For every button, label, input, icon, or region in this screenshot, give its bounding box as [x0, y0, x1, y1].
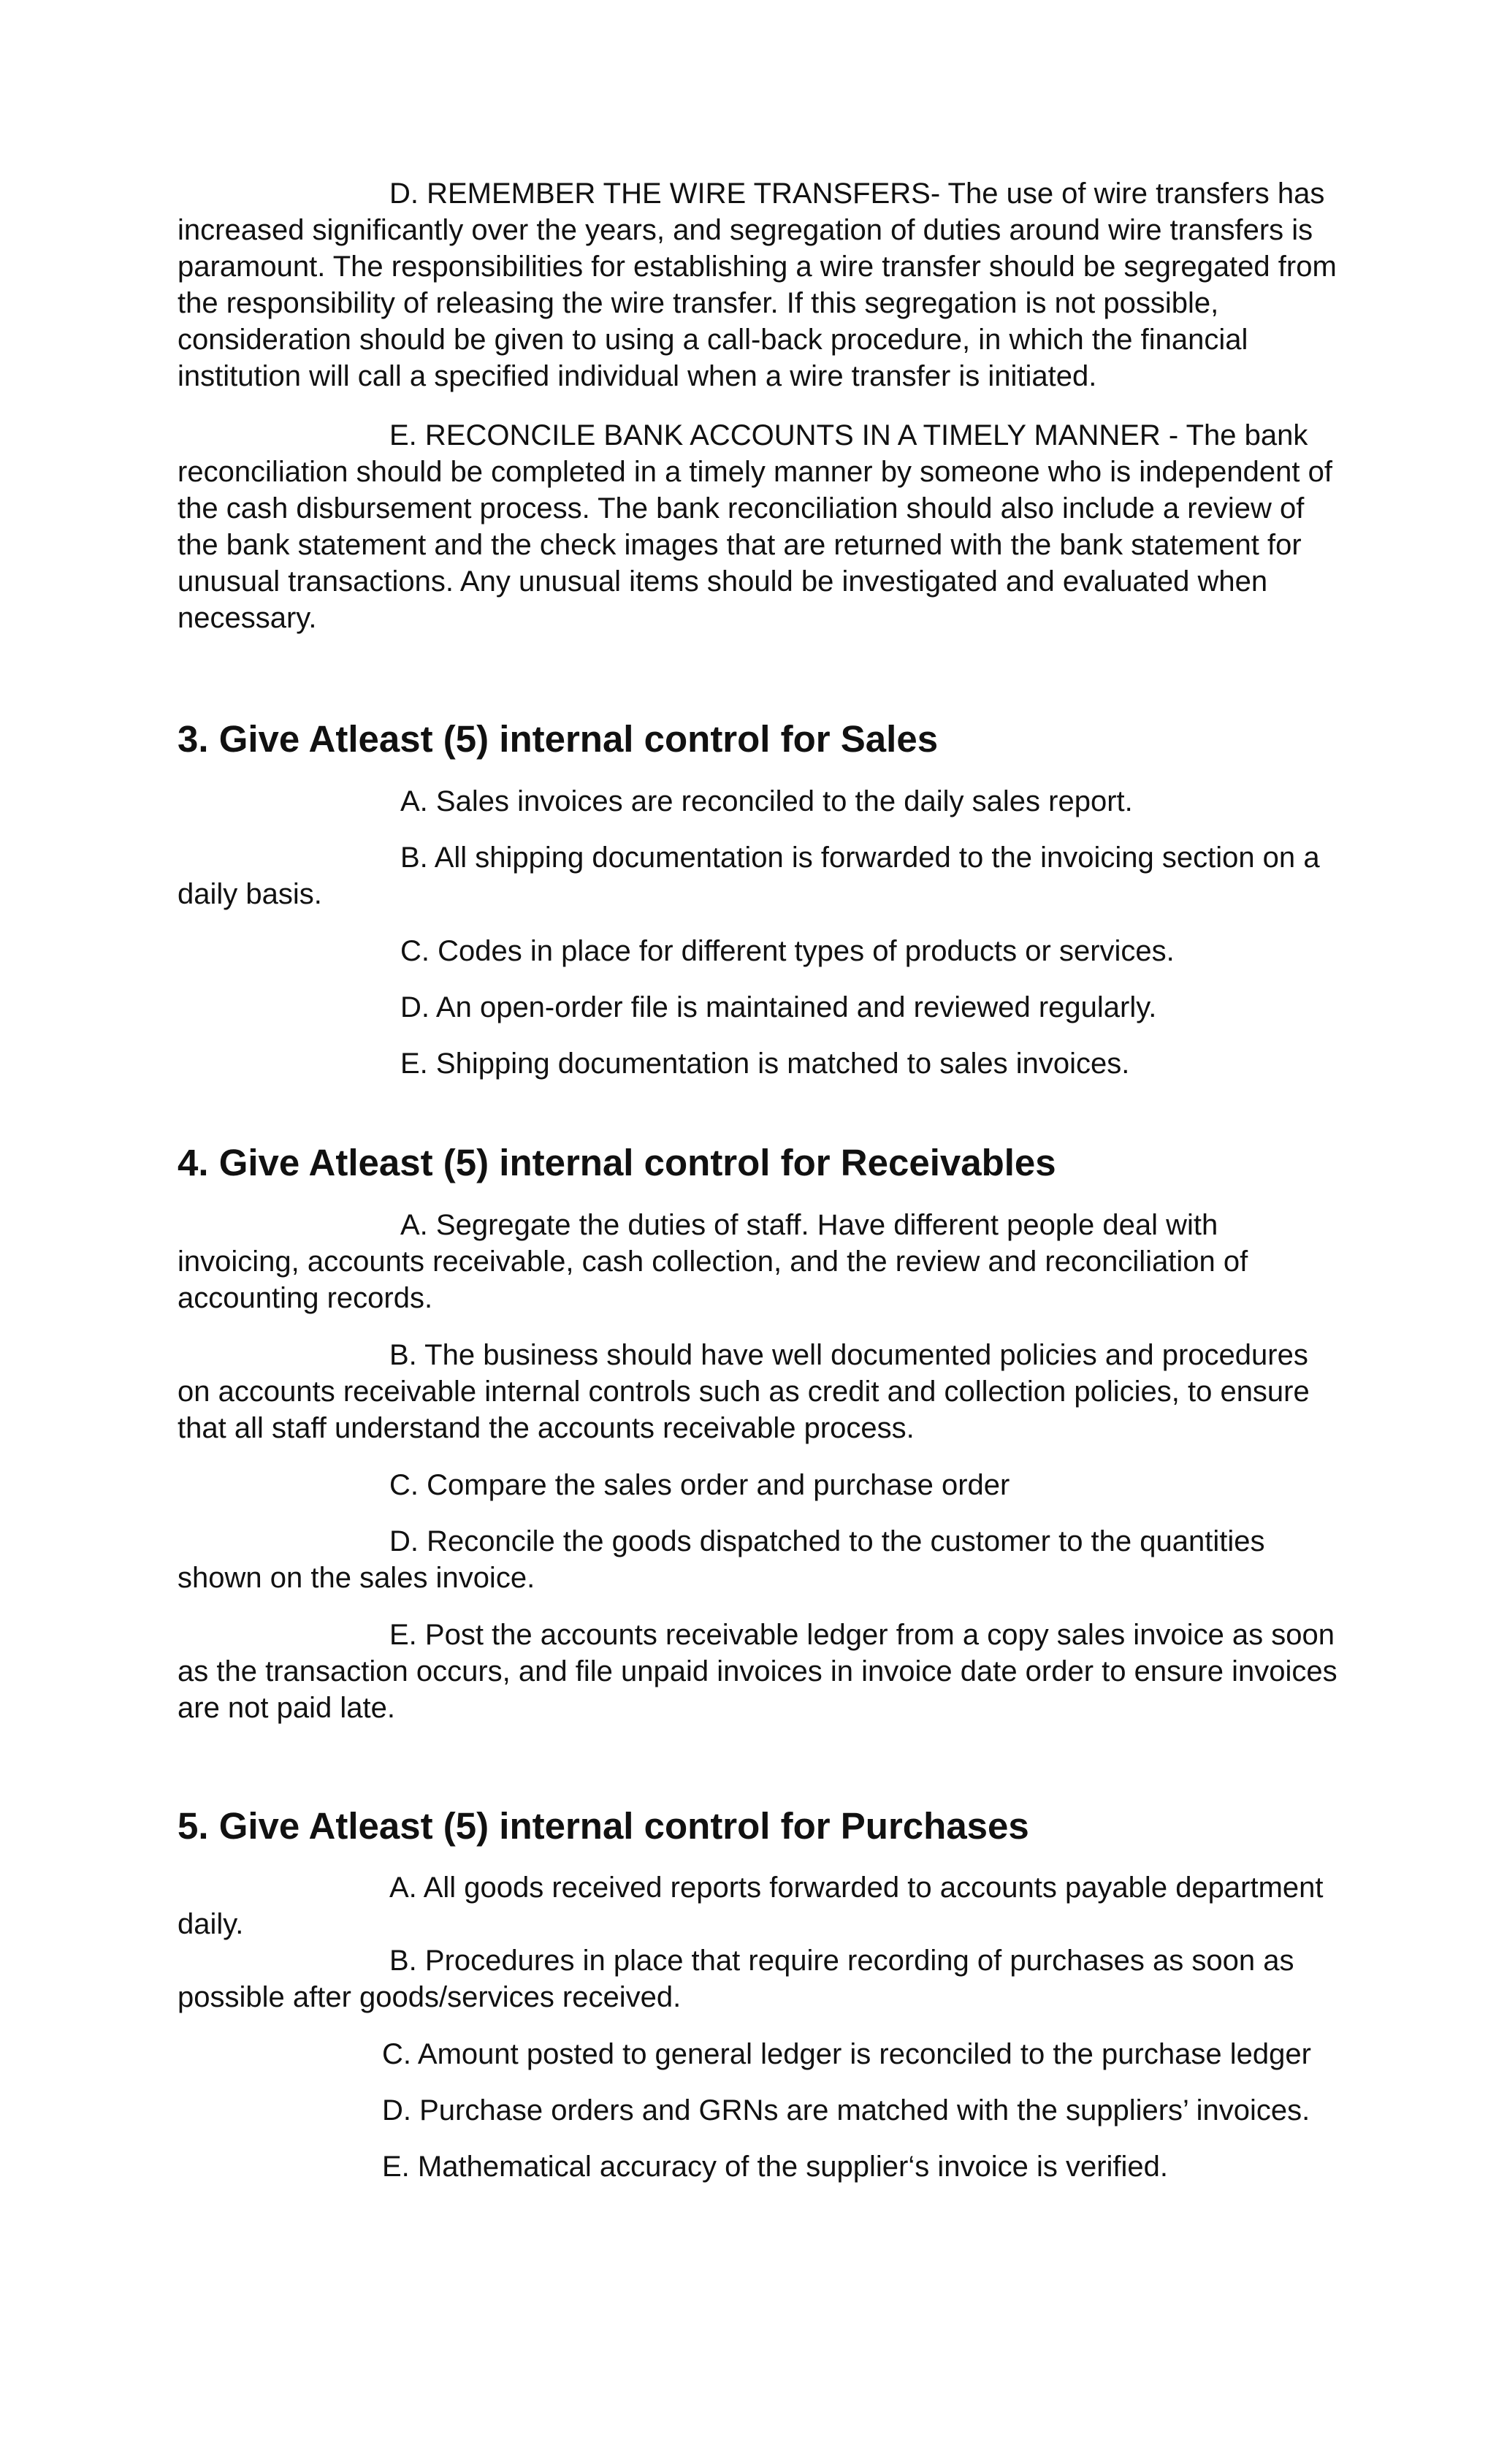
wire-transfers-paragraph: [178, 175, 1346, 394]
paragraph-first-line: E. RECONCILE BANK ACCOUNTS IN A TIMELY MANNER - The bank: [389, 419, 1308, 451]
list-item: D. Reconcile the goods dispatched to the customer to the quantities shown on the sales invoice.: [178, 1525, 1265, 1594]
paragraph-text: has increased significantly over the years, and segregation of duties around wire transfers is paramount. The responsibilities for establishing a wire transfer should be segregated from the responsibility of releasing the wire transfer. If this segregation is not possible, consideration should be given to using a call-back procedure, in which the financial institution will call a specified individual when a wire transfer is initiated.: [178, 178, 1337, 392]
list-item: D. An open-order file is maintained and reviewed regularly.: [400, 991, 1157, 1023]
list-item: A. All goods received reports forwarded to accounts payable department daily.: [178, 1872, 1324, 1940]
list-item: E. Mathematical accuracy of the supplier‘s invoice is verified.: [382, 2151, 1169, 2183]
list-item: A. Segregate the duties of staff. Have different people deal with invoicing, accounts receivable, cash collection, and the review and reconciliation of accounting records.: [178, 1209, 1248, 1314]
list-item: E. Post the accounts receivable ledger from a copy sales invoice as soon as the transaction occurs, and file unpaid invoices in invoice date order to ensure invoices are not paid late.: [178, 1619, 1337, 1724]
paragraph-first-line: D. REMEMBER THE WIRE TRANSFERS- The use of wire transfers: [389, 178, 1270, 210]
list-item: C. Amount posted to general ledger is reconciled to the purchase ledger: [382, 2038, 1311, 2070]
list-item: B. Procedures in place that require recording of purchases as soon as possible after goods/services received.: [178, 1945, 1294, 2013]
section-heading-receivables: 4. Give Atleast (5) internal control for Receivables: [178, 1142, 1056, 1183]
section-heading-sales: 3. Give Atleast (5) internal control for Sales: [178, 718, 939, 760]
reconcile-bank-paragraph: [178, 417, 1346, 636]
list-item: A. Sales invoices are reconciled to the daily sales report.: [400, 785, 1133, 817]
list-item: D. Purchase orders and GRNs are matched with the suppliers’ invoices.: [382, 2094, 1310, 2127]
paragraph-text: reconciliation should be completed in a timely manner by someone who is independent of the cash disbursement process. The bank reconciliation should also include a review of the bank statement and the check images that are returned with the bank statement for unusual transactions. Any unusual items should be investigated and evaluated when necessary.: [178, 456, 1332, 634]
list-item: B. The business should have well documented policies and procedures on accounts receivable internal controls such as credit and collection policies, to ensure that all staff understand the accounts receivable process.: [178, 1339, 1310, 1444]
list-item: B. All shipping documentation is forwarded to the invoicing section on a daily basis.: [178, 842, 1320, 910]
section-heading-purchases: 5. Give Atleast (5) internal control for Purchases: [178, 1805, 1029, 1847]
list-item: C. Compare the sales order and purchase order: [389, 1469, 1010, 1501]
list-item: C. Codes in place for different types of products or services.: [400, 935, 1175, 967]
list-item: E. Shipping documentation is matched to sales invoices.: [400, 1048, 1130, 1080]
